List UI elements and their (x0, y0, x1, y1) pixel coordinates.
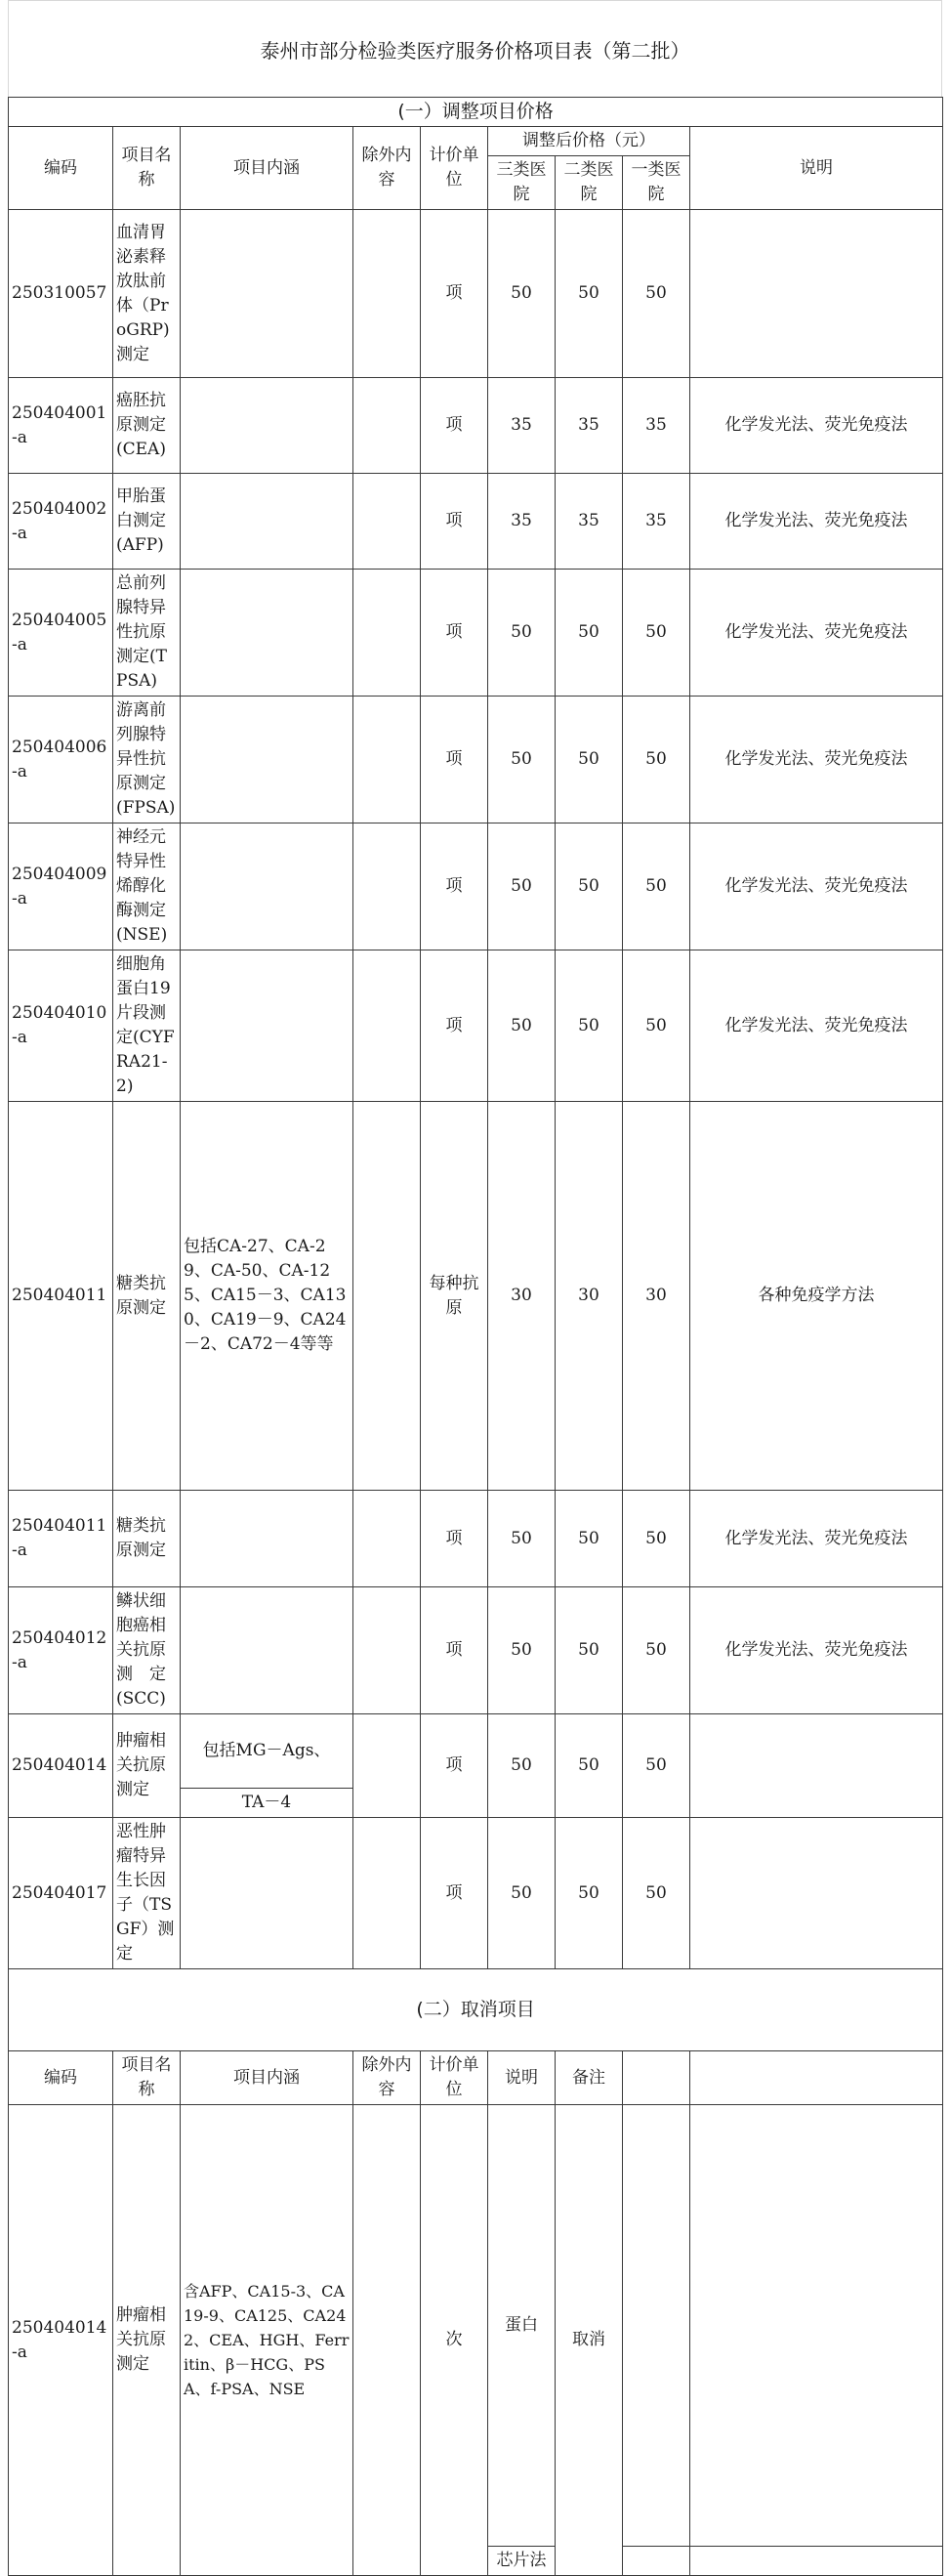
cell-code: 250404009-a (9, 823, 113, 950)
section-heading-cancel: (二）取消项目 (9, 1969, 943, 2051)
cell-price-tier3: 35 (488, 474, 556, 570)
cell-price-tier3: 50 (488, 1714, 556, 1818)
cell-note: 化学发光法、荧光免疫法 (690, 378, 943, 474)
cell-content (181, 823, 353, 950)
cell-note-continued: 芯片法 (488, 2547, 556, 2576)
cell-price-tier2: 50 (556, 823, 623, 950)
cell-code: 250404012-a (9, 1587, 113, 1714)
cell-name: 总前列腺特异性抗原测定(TPSA) (113, 570, 181, 697)
cell-code: 250404001-a (9, 378, 113, 474)
cell-content: 含AFP、CA15-3、CA19-9、CA125、CA242、CEA、HGH、Ferritin、β－HCG、PSA、f-PSA、NSE (181, 2105, 353, 2576)
section-heading-row (9, 98, 943, 127)
cell-price-tier1: 50 (623, 1587, 690, 1714)
cell-price-tier1: 50 (623, 823, 690, 950)
table-row (9, 474, 943, 570)
cell-price-tier3: 50 (488, 1587, 556, 1714)
table-row (9, 2105, 943, 2547)
header-name: 项目名称 (113, 2051, 181, 2105)
cell-empty (623, 2105, 690, 2547)
cell-note: 化学发光法、荧光免疫法 (690, 823, 943, 950)
cell-price-tier3: 35 (488, 378, 556, 474)
cell-exclude (353, 697, 421, 823)
header-empty (690, 2051, 943, 2105)
cell-unit: 次 (421, 2105, 488, 2576)
cell-price-tier2: 50 (556, 950, 623, 1102)
table-row (9, 1102, 943, 1491)
cell-price-tier1: 50 (623, 210, 690, 378)
cell-price-tier2: 50 (556, 1818, 623, 1969)
table-row (9, 1714, 943, 1789)
cell-exclude (353, 1714, 421, 1818)
cell-note: 化学发光法、荧光免疫法 (690, 570, 943, 697)
table-row (9, 210, 943, 378)
cell-unit: 项 (421, 1491, 488, 1587)
table-row (9, 823, 943, 950)
cell-note: 化学发光法、荧光免疫法 (690, 1491, 943, 1587)
header-exclude: 除外内容 (353, 127, 421, 210)
header-tier2: 二类医院 (556, 156, 623, 210)
header-tier1: 一类医院 (623, 156, 690, 210)
header-content: 项目内涵 (181, 127, 353, 210)
cell-price-tier3: 50 (488, 823, 556, 950)
header-remark: 备注 (556, 2051, 623, 2105)
cell-price-tier1: 50 (623, 1714, 690, 1818)
table-row (9, 378, 943, 474)
cell-name: 恶性肿瘤特异生长因子（TSGF）测定 (113, 1818, 181, 1969)
header-unit: 计价单位 (421, 2051, 488, 2105)
cell-price-tier1: 50 (623, 1491, 690, 1587)
cell-note (690, 1714, 943, 1818)
cell-code: 250404011-a (9, 1491, 113, 1587)
table-row (9, 950, 943, 1102)
cell-price-tier2: 30 (556, 1102, 623, 1491)
table-row (9, 1587, 943, 1714)
cell-content-continued: TA－4 (181, 1789, 353, 1818)
cell-code: 250404006-a (9, 697, 113, 823)
table-row (9, 570, 943, 697)
cell-price-tier1: 35 (623, 378, 690, 474)
cell-code: 250404010-a (9, 950, 113, 1102)
cell-content (181, 1587, 353, 1714)
cell-unit: 每种抗原 (421, 1102, 488, 1491)
cell-code: 250404011 (9, 1102, 113, 1491)
cell-price-tier1: 30 (623, 1102, 690, 1491)
cell-code: 250310057 (9, 210, 113, 378)
cell-exclude (353, 1491, 421, 1587)
cell-content: 包括MG－Ags、 (181, 1714, 353, 1789)
cell-name: 游离前列腺特异性抗原测定(FPSA) (113, 697, 181, 823)
header-row (9, 127, 943, 156)
price-table (8, 97, 943, 2576)
cell-content (181, 378, 353, 474)
cell-unit: 项 (421, 210, 488, 378)
header-empty (623, 2051, 690, 2105)
cell-content (181, 570, 353, 697)
cell-price-tier3: 50 (488, 1818, 556, 1969)
cell-exclude (353, 210, 421, 378)
cell-unit: 项 (421, 378, 488, 474)
cell-unit: 项 (421, 823, 488, 950)
cell-name: 鳞状细胞癌相关抗原测 定(SCC) (113, 1587, 181, 1714)
cell-note (690, 1818, 943, 1969)
cell-name: 肿瘤相关抗原测定 (113, 2105, 181, 2576)
cell-price-tier1: 50 (623, 570, 690, 697)
cell-content: 包括CA-27、CA-29、CA-50、CA-125、CA15－3、CA130、CA19－9、CA24－2、CA72－4等等 (181, 1102, 353, 1491)
cell-price-tier2: 50 (556, 697, 623, 823)
cell-exclude (353, 1818, 421, 1969)
cell-price-tier1: 50 (623, 697, 690, 823)
cell-price-tier3: 50 (488, 950, 556, 1102)
header-name: 项目名称 (113, 127, 181, 210)
cell-note (690, 210, 943, 378)
header-code: 编码 (9, 127, 113, 210)
cell-name: 神经元特异性烯醇化酶测定(NSE) (113, 823, 181, 950)
header-row (9, 2051, 943, 2105)
cell-content (181, 697, 353, 823)
cell-price-tier3: 50 (488, 697, 556, 823)
cell-code: 250404014 (9, 1714, 113, 1818)
cell-unit: 项 (421, 570, 488, 697)
cell-exclude (353, 823, 421, 950)
cell-exclude (353, 1102, 421, 1491)
cell-price-tier2: 50 (556, 1491, 623, 1587)
cell-unit: 项 (421, 1714, 488, 1818)
cell-name: 甲胎蛋白测定(AFP) (113, 474, 181, 570)
cell-price-tier2: 35 (556, 378, 623, 474)
cell-price-tier2: 50 (556, 1714, 623, 1818)
cell-price-tier2: 50 (556, 210, 623, 378)
cell-name: 细胞角蛋白19片段测定(CYFRA21-2) (113, 950, 181, 1102)
cell-unit: 项 (421, 697, 488, 823)
header-code: 编码 (9, 2051, 113, 2105)
cell-exclude (353, 570, 421, 697)
cell-empty (690, 2105, 943, 2547)
section-heading-adjust: (一）调整项目价格 (9, 98, 943, 127)
cell-price-tier1: 50 (623, 950, 690, 1102)
header-exclude: 除外内容 (353, 2051, 421, 2105)
cell-unit: 项 (421, 474, 488, 570)
table-row (9, 697, 943, 823)
header-note: 说明 (488, 2051, 556, 2105)
cell-code: 250404005-a (9, 570, 113, 697)
cell-code: 250404014-a (9, 2105, 113, 2576)
cell-price-tier1: 50 (623, 1818, 690, 1969)
cell-exclude (353, 1587, 421, 1714)
header-tier3: 三类医院 (488, 156, 556, 210)
cell-code: 250404017 (9, 1818, 113, 1969)
cell-price-tier2: 50 (556, 570, 623, 697)
cell-content (181, 210, 353, 378)
cell-note: 各种免疫学方法 (690, 1102, 943, 1491)
cell-unit: 项 (421, 1587, 488, 1714)
header-content: 项目内涵 (181, 2051, 353, 2105)
cell-unit: 项 (421, 950, 488, 1102)
table-row (9, 1491, 943, 1587)
cell-name: 糖类抗原测定 (113, 1102, 181, 1491)
cell-content (181, 1818, 353, 1969)
cell-price-tier3: 50 (488, 570, 556, 697)
cell-exclude (353, 474, 421, 570)
cell-note: 化学发光法、荧光免疫法 (690, 1587, 943, 1714)
cell-unit: 项 (421, 1818, 488, 1969)
section-heading-row (9, 1969, 943, 2051)
cell-remark: 取消 (556, 2105, 623, 2576)
cell-content (181, 474, 353, 570)
page (8, 0, 942, 2576)
cell-empty (623, 2547, 690, 2576)
header-note: 说明 (690, 127, 943, 210)
page-title: 泰州市部分检验类医疗服务价格项目表（第二批） (8, 0, 942, 97)
header-adjusted-price: 调整后价格（元） (488, 127, 690, 156)
cell-price-tier2: 35 (556, 474, 623, 570)
cell-price-tier3: 50 (488, 210, 556, 378)
cell-price-tier2: 50 (556, 1587, 623, 1714)
cell-price-tier3: 50 (488, 1491, 556, 1587)
cell-note: 化学发光法、荧光免疫法 (690, 697, 943, 823)
cell-content (181, 950, 353, 1102)
cell-name: 糖类抗原测定 (113, 1491, 181, 1587)
cell-note: 蛋白 (488, 2105, 556, 2547)
cell-code: 250404002-a (9, 474, 113, 570)
cell-exclude (353, 378, 421, 474)
cell-price-tier3: 30 (488, 1102, 556, 1491)
cell-note: 化学发光法、荧光免疫法 (690, 950, 943, 1102)
table-row (9, 1818, 943, 1969)
header-unit: 计价单位 (421, 127, 488, 210)
cell-name: 癌胚抗原测定(CEA) (113, 378, 181, 474)
cell-name: 血清胃泌素释放肽前体（ProGRP)测定 (113, 210, 181, 378)
cell-price-tier1: 35 (623, 474, 690, 570)
cell-content (181, 1491, 353, 1587)
cell-exclude (353, 950, 421, 1102)
cell-empty (690, 2547, 943, 2576)
cell-name: 肿瘤相关抗原测定 (113, 1714, 181, 1818)
cell-exclude (353, 2105, 421, 2576)
cell-note: 化学发光法、荧光免疫法 (690, 474, 943, 570)
